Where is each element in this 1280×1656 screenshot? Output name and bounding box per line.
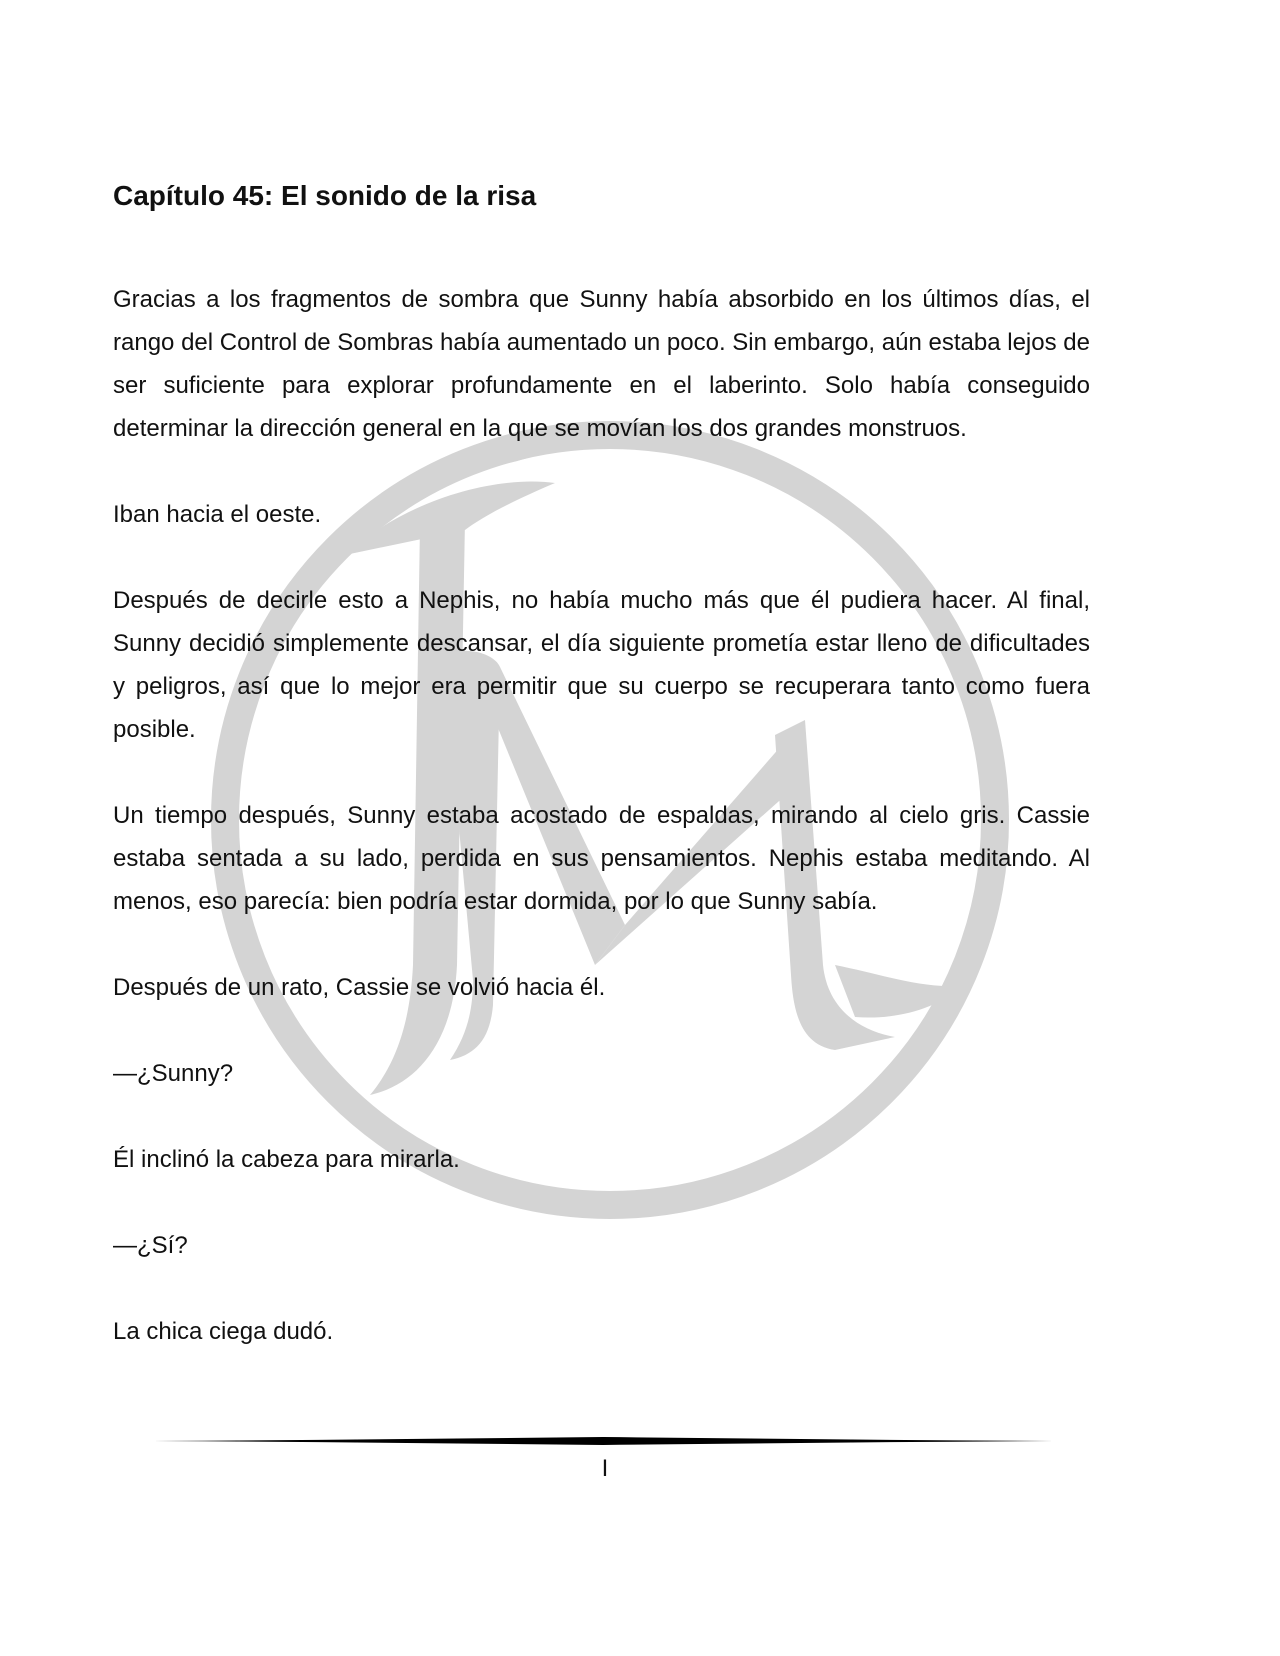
chapter-title: Capítulo 45: El sonido de la risa: [113, 180, 537, 211]
chapter-body: [113, 278, 1090, 1396]
dialogue-line: —¿Sí?: [113, 1232, 188, 1259]
paragraph: La chica ciega dudó.: [113, 1318, 334, 1345]
paragraph: Él inclinó la cabeza para mirarla.: [113, 1146, 460, 1173]
dialogue-line: —¿Sunny?: [113, 1060, 234, 1087]
paragraph: Un tiempo después, Sunny estaba acostado de espaldas, mirando al cielo gris. Cassie estaba sentada a su lado, perdida en sus pensamientos. Nephis estaba meditando. Al menos, eso parecía: bien podría estar dormida, por lo que Sunny sabía.: [113, 802, 1090, 915]
page-number: I: [601, 1455, 609, 1482]
paragraph: Iban hacia el oeste.: [113, 501, 322, 528]
paragraph: Después de decirle esto a Nephis, no había mucho más que él pudiera hacer. Al final, Sunny decidió simplemente descansar, el día siguiente prometía estar lleno de dificultades y peligros, así que lo mejor era permitir que su cuerpo se recuperara tanto como fuera posible.: [113, 587, 1090, 743]
footer-divider: [153, 1436, 1053, 1446]
paragraph: Después de un rato, Cassie se volvió hacia él.: [113, 974, 606, 1001]
paragraph: Gracias a los fragmentos de sombra que Sunny había absorbido en los últimos días, el rango del Control de Sombras había aumentado un poco. Sin embargo, aún estaba lejos de ser suficiente para explorar profundamente en el laberinto. Solo había conseguido determinar la dirección general en la que se movían los dos grandes monstruos.: [113, 286, 1090, 442]
